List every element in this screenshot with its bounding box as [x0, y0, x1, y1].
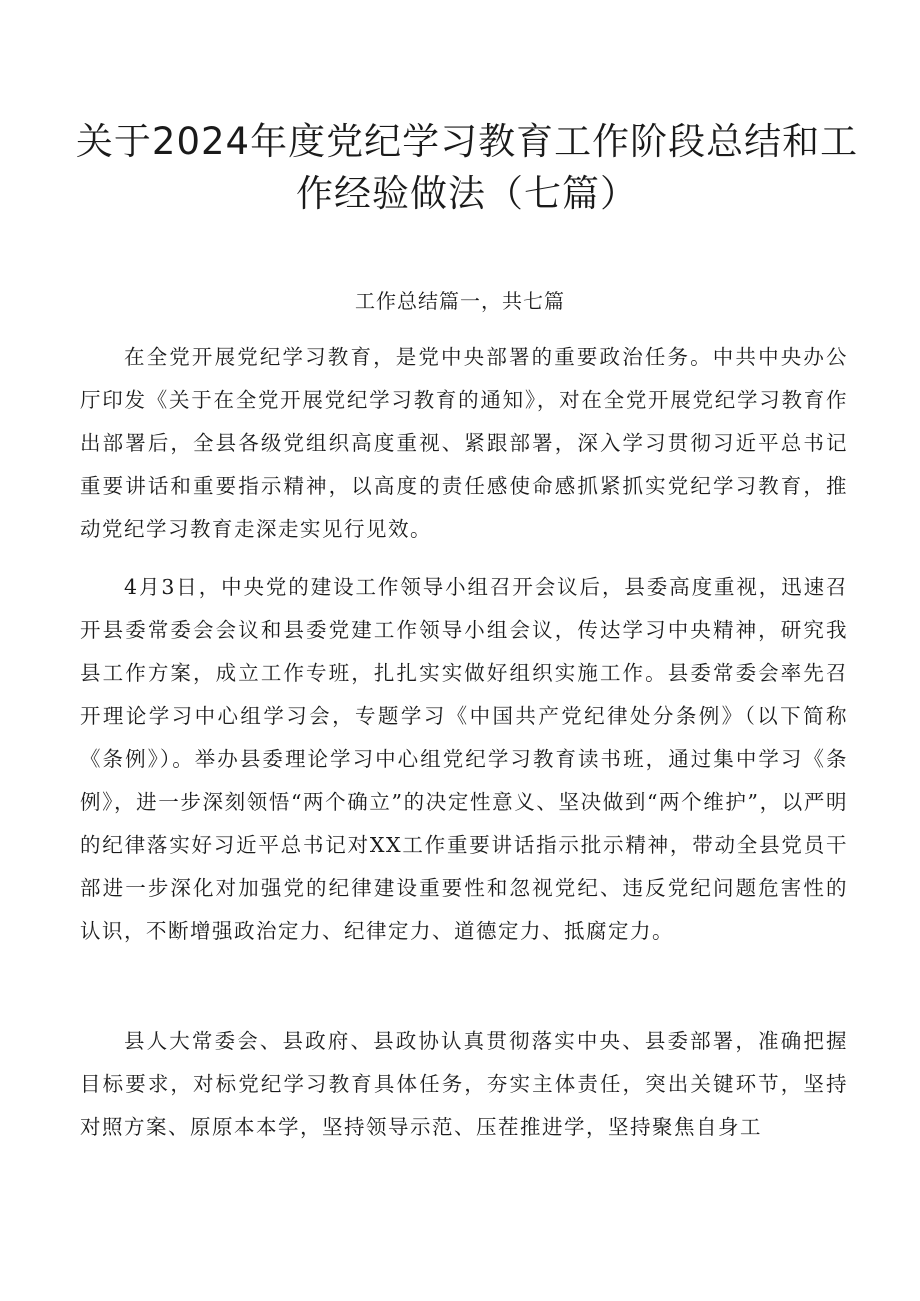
section-heading: 工作总结篇一，共七篇	[355, 289, 565, 313]
document-title: 关于2024年度党纪学习教育工作阶段总结和工作经验做法（七篇）	[75, 120, 859, 215]
paragraph-3: 县人大常委会、县政府、县政协认真贯彻落实中央、县委部署，准确把握目标要求，对标党纪学习教育具体任务，夯实主体责任，突出关键环节，坚持对照方案、原原本本学，坚持领导示范、压茬推进学，坚持聚焦自身工	[80, 1029, 848, 1139]
paragraph-2: 4月3日，中央党的建设工作领导小组召开会议后，县委高度重视，迅速召开县委常委会会议和县委党建工作领导小组会议，传达学习中央精神，研究我县工作方案，成立工作专班，扎扎实实做好组织实施工作。县委常委会率先召开理论学习中心组学习会，专题学习《中国共产党纪律处分条例》（以下简称《条例》）。举办县委理论学习中心组党纪学习教育读书班，通过集中学习《条例》，进一步深刻领悟“两个确立”的决定性意义、坚决做到“两个维护”，以严明的纪律落实好习近平总书记对XX工作重要讲话指示批示精神，带动全县党员干部进一步深化对加强党的纪律建设重要性和忽视党纪、违反党纪问题危害性的认识，不断增强政治定力、纪律定力、道德定力、抵腐定力。	[80, 575, 848, 943]
paragraph-1: 在全党开展党纪学习教育，是党中央部署的重要政治任务。中共中央办公厅印发《关于在全党开展党纪学习教育的通知》，对在全党开展党纪学习教育作出部署后，全县各级党组织高度重视、紧跟部署，深入学习贯彻习近平总书记重要讲话和重要指示精神，以高度的责任感使命感抓紧抓实党纪学习教育，推动党纪学习教育走深走实见行见效。	[80, 345, 848, 541]
